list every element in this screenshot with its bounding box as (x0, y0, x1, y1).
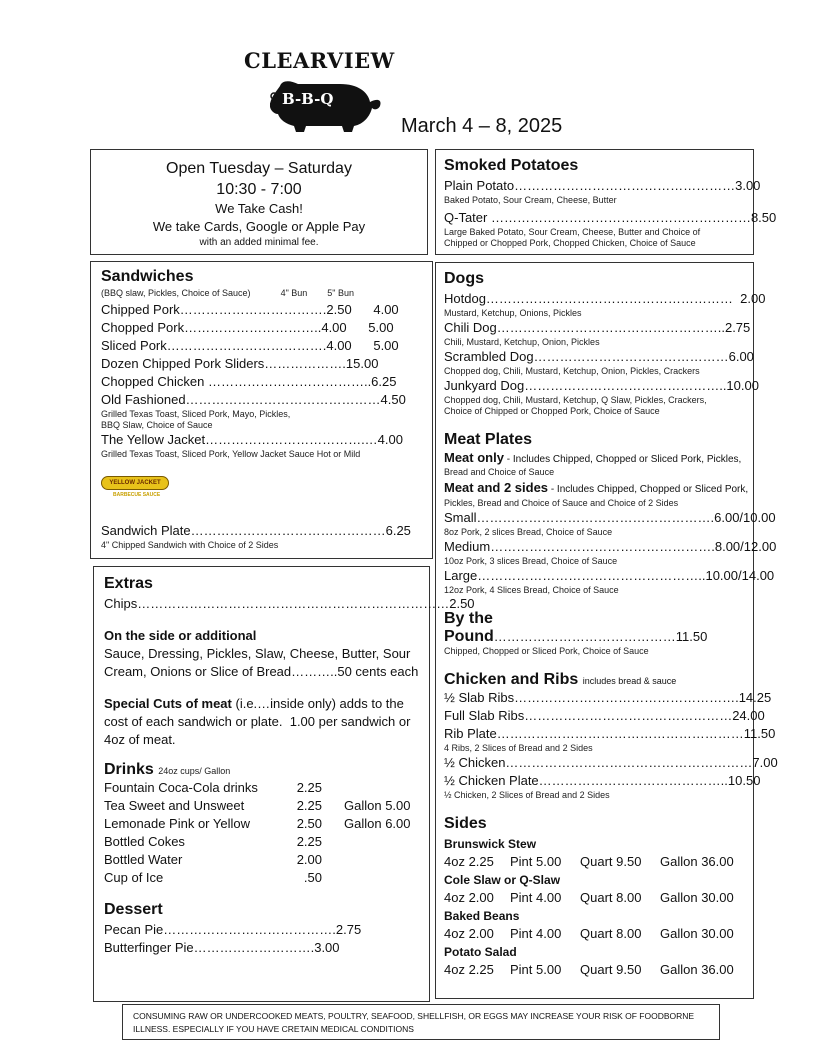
menu-item-desc: Grilled Texas Toast, Sliced Pork, Mayo, Pickles, BBQ Slaw, Choice of Sauce (101, 409, 291, 430)
menu-item-desc: Mustard, Ketchup, Onions, Pickles (444, 308, 582, 318)
menu-item-desc: Chopped dog, Chili, Mustard, Ketchup, Onion, Pickles, Crackers (444, 366, 700, 376)
drink-name: Bottled Cokes (104, 834, 185, 849)
side-name: Baked Beans (444, 909, 520, 923)
menu-item: Chopped Chicken ………………………………..6.25 (101, 374, 397, 389)
menu-item: Dozen Chipped Pork Sliders……………….15.00 (101, 356, 379, 371)
menu-item: Old Fashioned………………………………………4.50 (101, 392, 406, 407)
drink-price: 2.00 (296, 852, 322, 867)
drink-name: Fountain Coca-Cola drinks (104, 780, 258, 795)
chicken-ribs-note: includes bread & sauce (582, 676, 677, 686)
menu-item: Butterfinger Pie……………………….3.00 (104, 940, 340, 955)
hours-box (90, 149, 428, 255)
drink-row (104, 779, 429, 797)
sandwich-plate-desc: 4" Chipped Sandwich with Choice of 2 Sides (101, 540, 279, 550)
menu-item-desc: Large Baked Potato, Sour Cream, Cheese, Butter and Choice of Chipped or Chopped Pork, Chopped Chicken, Choice of Sauce (444, 227, 701, 248)
by-pound-title: By the Pound (444, 610, 494, 645)
menu-item: Hotdog………………………………………………… 2.00 (444, 291, 766, 306)
drink-gallon-price: Gallon 6.00 (344, 816, 411, 831)
menu-item: Small……………………………………………….6.00/10.00 (444, 510, 776, 525)
yellow-jacket-sauce-logo (101, 468, 171, 508)
side-price: 4oz 2.25 (444, 962, 494, 977)
sandwiches-note: (BBQ slaw, Pickles, Choice of Sauce) 4" Bun 5" Bun (101, 288, 354, 298)
menu-item: The Yellow Jacket……………………………….…4.00 (101, 432, 403, 447)
drink-gallon-price (322, 833, 344, 851)
meat-2-sides-desc2: Pickles, Bread and Choice of Sauce and Choice of 2 Sides (444, 498, 679, 508)
side-price: 4oz 2.25 (444, 854, 494, 869)
side-text: Sauce, Dressing, Pickles, Slaw, Cheese, Butter, Sour Cream, Onions or Slice of Bread………..50 cents each (104, 646, 419, 679)
payment-cards: We take Cards, Google or Apple Pay (152, 219, 366, 234)
menu-item-desc: ½ Chicken, 2 Slices of Bread and 2 Sides (444, 790, 610, 800)
side-title: On the side or additional (104, 628, 257, 643)
side-price: Pint 5.00 (510, 962, 562, 977)
side-price: Gallon 36.00 (660, 854, 734, 869)
meat-2-sides-title: Meat and 2 sides (444, 480, 549, 495)
menu-item: Junkyard Dog………………………………………..10.00 (444, 378, 759, 393)
side-price: 4oz 2.00 (444, 890, 494, 905)
meat-only-desc2: Bread and Choice of Sauce (444, 467, 555, 477)
by-pound-price: ……………………………………11.50 (493, 629, 708, 644)
side-name: Cole Slaw or Q-Slaw (444, 873, 561, 887)
menu-item: Plain Potato……………………………………………3.00 (444, 178, 761, 193)
menu-item: Scrambled Dog………………………………………6.00 (444, 349, 754, 364)
drink-gallon-price: Gallon 5.00 (344, 798, 411, 813)
menu-dates: March 4 – 8, 2025 (401, 115, 563, 137)
drink-gallon-price (322, 851, 344, 869)
menu-item-desc: Chopped dog, Chili, Mustard, Ketchup, Q Slaw, Pickles, Crackers, Choice of Chipped or Chopped Pork, Choice of Sauce (444, 395, 707, 416)
drink-row (104, 851, 429, 869)
payment-fee: with an added minimal fee. (199, 237, 319, 248)
potatoes-title: Smoked Potatoes (444, 157, 579, 174)
side-price: 4oz 2.00 (444, 926, 494, 941)
drink-row (104, 815, 429, 833)
chips-item: Chips………………………………………………………………2.50 (104, 596, 475, 611)
meat-plates-title: Meat Plates (444, 431, 533, 448)
hours-days: Open Tuesday – Saturday (166, 160, 352, 177)
drink-gallon-price (322, 779, 344, 797)
drink-price: 2.25 (296, 780, 322, 795)
dogs-title: Dogs (444, 270, 484, 287)
menu-item: Sliced Pork……………………………….4.00 5.00 (101, 338, 399, 353)
payment-cash: We Take Cash! (215, 201, 303, 216)
yj-logo-top: YELLOW JACKET (101, 476, 169, 490)
side-price: Pint 4.00 (510, 926, 562, 941)
drinks-list (104, 779, 429, 887)
drink-name: Bottled Water (104, 852, 183, 867)
menu-item-desc: 4 Ribs, 2 Slices of Bread and 2 Sides (444, 743, 593, 753)
menu-item: Large……………………………………………..10.00/14.00 (444, 568, 775, 583)
side-price: Quart 9.50 (580, 854, 642, 869)
meat-2-sides-desc: - Includes Chipped, Chopped or Sliced Pork, (548, 484, 749, 495)
drink-gallon-price (322, 869, 344, 887)
clearview-bbq-logo (240, 48, 405, 138)
meat-only-desc: - Includes Chipped, Chopped or Sliced Pork, Pickles, (503, 454, 742, 465)
side-price: Quart 8.00 (580, 926, 642, 941)
sandwich-plate: Sandwich Plate………………………………………6.25 (101, 523, 411, 538)
menu-item-desc: Grilled Texas Toast, Sliced Pork, Yellow Jacket Sauce Hot or Mild (101, 449, 361, 459)
special-cuts-title: Special Cuts of meat (104, 696, 232, 711)
menu-item: Pecan Pie………………………………….2.75 (104, 922, 362, 937)
drink-row (104, 833, 429, 851)
special-cuts-text1: (i.e.…inside only) adds to the (231, 696, 404, 711)
menu-item: Chili Dog……………………………………………..2.75 (444, 320, 751, 335)
drink-price: 2.50 (296, 816, 322, 831)
hours-times: 10:30 - 7:00 (216, 181, 302, 198)
side-name: Potato Salad (444, 945, 517, 959)
sides-list (444, 835, 753, 979)
drinks-note: 24oz cups/ Gallon (158, 766, 231, 776)
menu-item-desc: 8oz Pork, 2 slices Bread, Choice of Sauce (444, 527, 613, 537)
menu-item-desc: 12oz Pork, 4 Slices Bread, Choice of Sauce (444, 585, 619, 595)
disclaimer-text: CONSUMING RAW OR UNDERCOOKED MEATS, POULTRY, SEAFOOD, SHELLFISH, OR EGGS MAY INCREASE YOUR RISK OF FOODBORNE ILLNESS. ESPECIALLY IF YOU HAVE CRETAIN MEDICAL CONDITIONS (133, 1011, 695, 1034)
drink-price: 2.25 (296, 798, 322, 813)
special-cuts-text2: cost of each sandwich or plate. 1.00 per sandwich or 4oz of meat. (104, 714, 411, 747)
menu-item: Rib Plate…………………………………………………11.50 (444, 726, 776, 741)
sandwiches-title: Sandwiches (101, 268, 194, 285)
menu-item: ½ Chicken…………………………………………………7.00 (444, 755, 778, 770)
menu-item: ½ Slab Ribs…………………………………………….14.25 (444, 690, 772, 705)
potatoes-box (435, 149, 777, 255)
drink-name: Tea Sweet and Unsweet (104, 798, 245, 813)
menu-item: ½ Chicken Plate……………………………………..10.50 (444, 773, 761, 788)
side-price: Quart 9.50 (580, 962, 642, 977)
chicken-ribs-title: Chicken and Ribs (444, 671, 579, 688)
menu-item: Q-Tater ……………………………………………………8.50 (444, 210, 777, 225)
side-price: Gallon 36.00 (660, 962, 734, 977)
side-price: Pint 5.00 (510, 854, 562, 869)
menu-item-desc: 10oz Pork, 3 slices Bread, Choice of Sauce (444, 556, 618, 566)
right-menu-box (435, 262, 778, 999)
logo-pig-text: B-B-Q (282, 90, 334, 108)
drinks-title: Drinks (104, 761, 154, 778)
drink-row (104, 869, 429, 887)
drink-price: .50 (303, 870, 322, 885)
meat-only-title: Meat only (444, 450, 504, 465)
side-prices (444, 925, 753, 943)
sides-title: Sides (444, 815, 487, 832)
logo-top-text: CLEARVIEW (244, 48, 395, 73)
menu-item-desc: Chili, Mustard, Ketchup, Onion, Pickles (444, 337, 600, 347)
side-prices (444, 853, 753, 871)
menu-item: Medium…………………………………………….8.00/12.00 (444, 539, 777, 554)
side-price: Gallon 30.00 (660, 890, 734, 905)
yj-logo-bottom: BARBECUE SAUCE (113, 492, 161, 498)
drink-row (104, 797, 429, 815)
disclaimer-box (122, 1004, 720, 1040)
drink-price: 2.25 (296, 834, 322, 849)
menu-item: Chipped Pork…………………………….2.50 4.00 (101, 302, 399, 317)
side-price: Pint 4.00 (510, 890, 562, 905)
dessert-title: Dessert (104, 901, 163, 918)
menu-item: Full Slab Ribs…………………………………………24.00 (444, 708, 765, 723)
menu-item: Chopped Pork…………………………..4.00 5.00 (101, 320, 394, 335)
side-prices (444, 961, 753, 979)
extras-title: Extras (104, 575, 153, 592)
sandwiches-box (90, 261, 433, 559)
menu-item-desc: Baked Potato, Sour Cream, Cheese, Butter (444, 195, 617, 205)
side-name: Brunswick Stew (444, 837, 537, 851)
drink-name: Cup of Ice (104, 870, 164, 885)
by-pound-desc: Chipped, Chopped or Sliced Pork, Choice of Sauce (444, 646, 649, 656)
side-price: Gallon 30.00 (660, 926, 734, 941)
side-prices (444, 889, 753, 907)
drink-name: Lemonade Pink or Yellow (104, 816, 250, 831)
side-price: Quart 8.00 (580, 890, 642, 905)
